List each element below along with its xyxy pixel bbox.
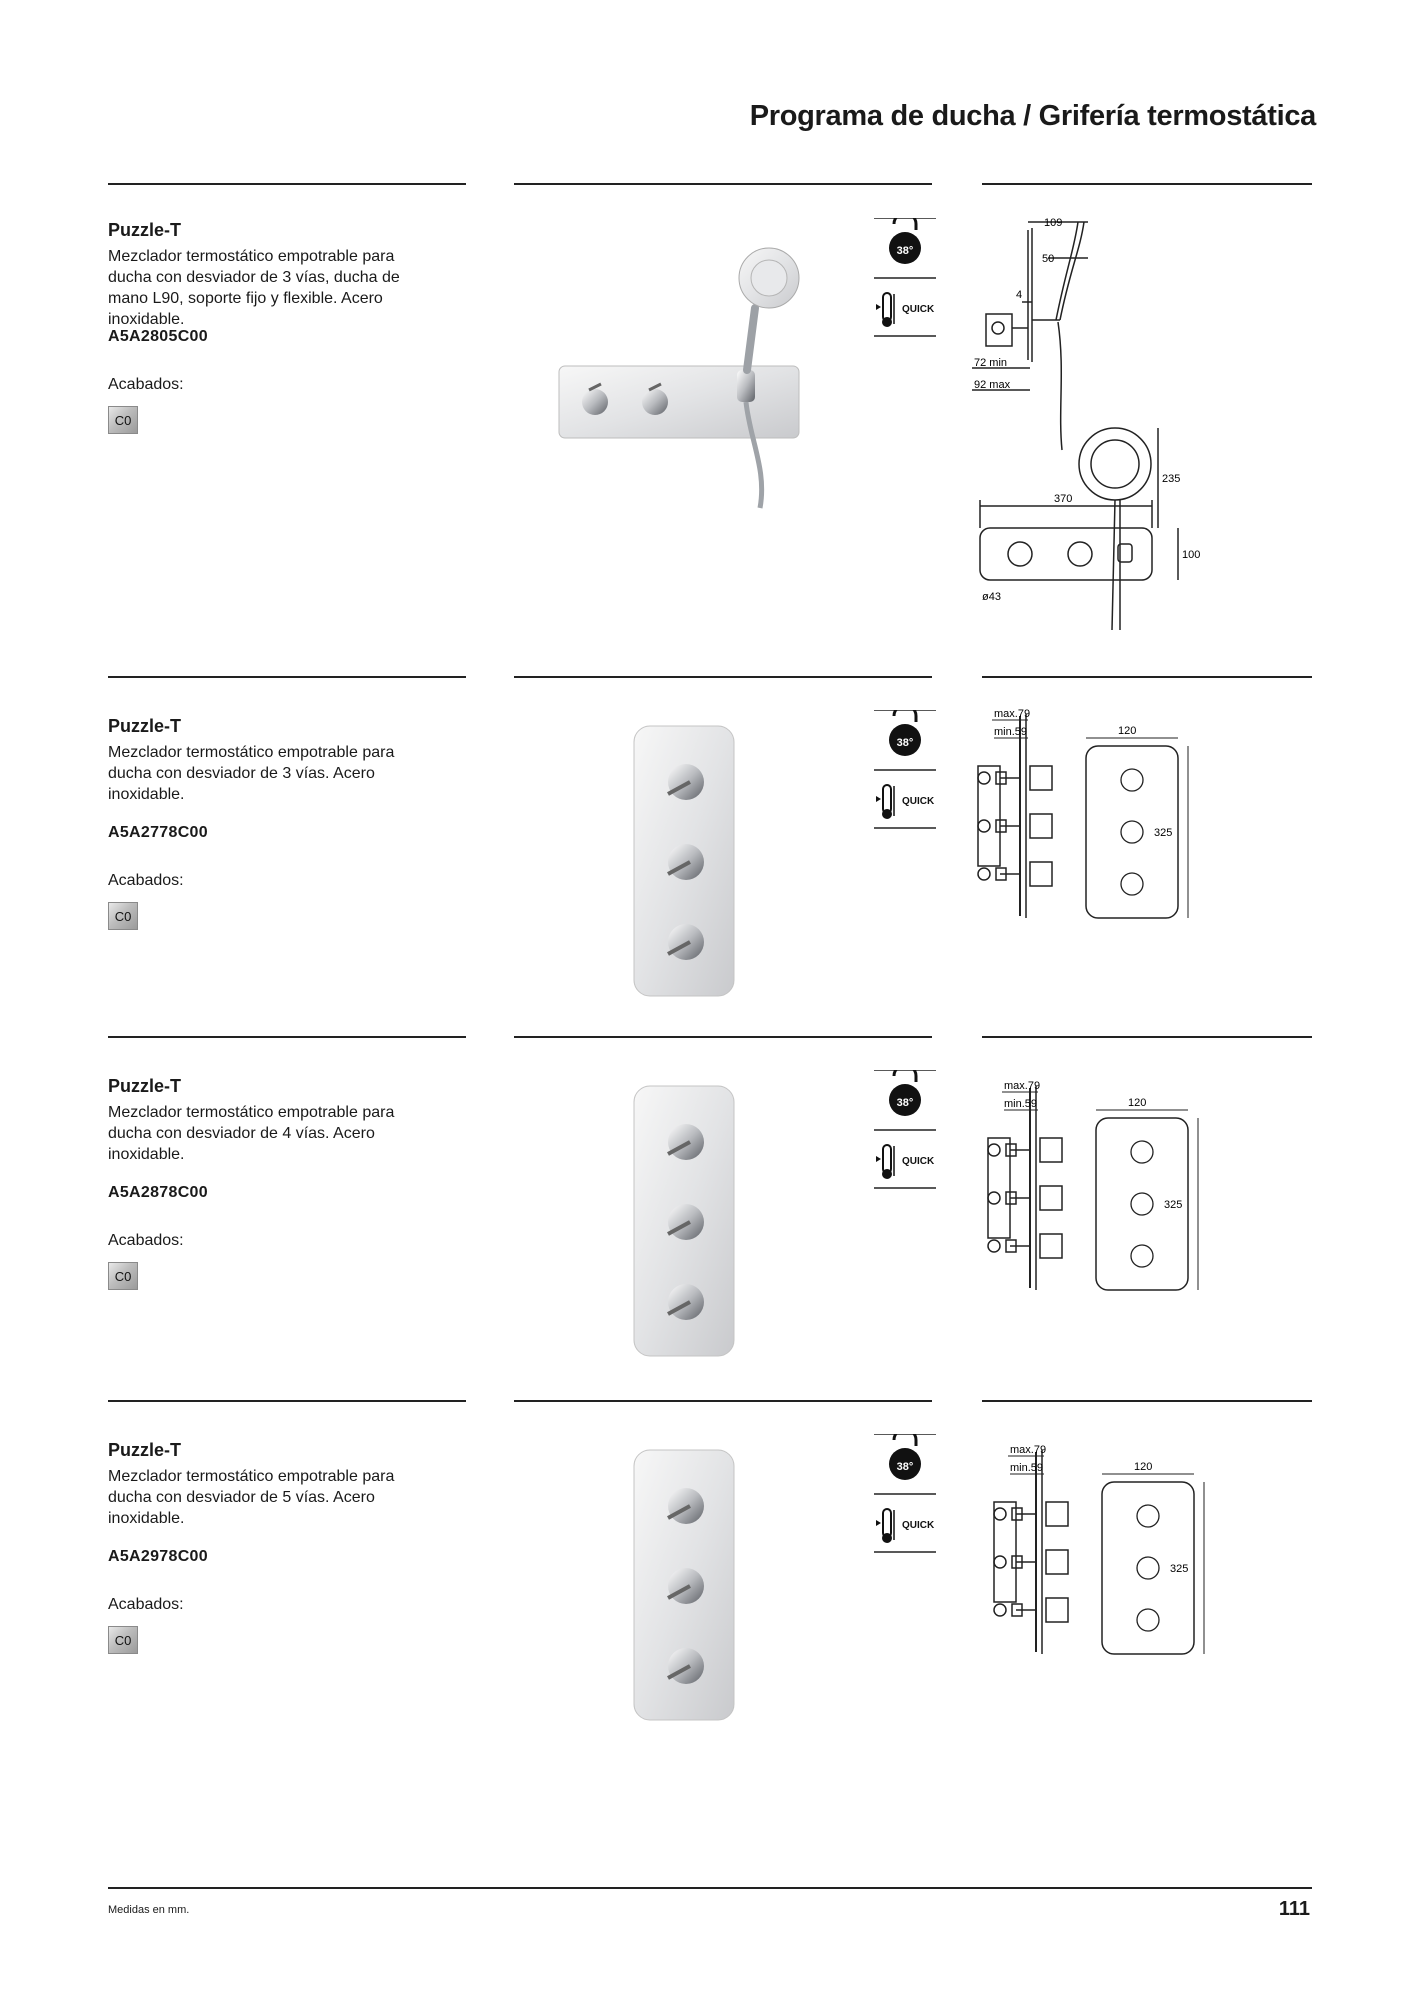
feature-badges <box>874 1434 936 1559</box>
product-block-3 <box>0 1036 1414 1396</box>
finish-swatch-c0[interactable]: C0 <box>108 1626 138 1654</box>
finish-swatch-c0[interactable]: C0 <box>108 1262 138 1290</box>
quick-label: QUICK <box>902 1156 935 1167</box>
dim-43: ø43 <box>982 591 1001 603</box>
thermostat-38-icon <box>889 1070 921 1116</box>
finishes-label: Acabados: <box>108 376 184 393</box>
finishes-label: Acabados: <box>108 1596 184 1613</box>
dim-max-79: max.79 <box>994 708 1031 720</box>
dim-370: 370 <box>1054 493 1073 505</box>
product-photo-mixer <box>630 1446 740 1726</box>
product-name: Puzzle-T <box>108 716 182 736</box>
dim-max-79: max.79 <box>1010 1444 1047 1456</box>
product-block-1 <box>0 180 1414 603</box>
product-photo-mixer <box>630 1082 740 1362</box>
product-code: A5A2878C00 <box>108 1184 208 1201</box>
dim-4: 4 <box>1016 289 1023 301</box>
product-block-4 <box>0 1400 1414 1760</box>
finish-swatch-c0[interactable]: C0 <box>108 902 138 930</box>
thermostat-38-icon <box>889 218 921 264</box>
quick-thermometer-icon <box>876 1509 894 1543</box>
dim-min-59: min.59 <box>1010 1462 1044 1474</box>
dim-50: 50 <box>1042 253 1055 265</box>
dim-100: 100 <box>1182 549 1201 561</box>
product-code: A5A2778C00 <box>108 824 208 841</box>
dim-72-min: 72 min <box>974 357 1008 369</box>
product-block-2 <box>0 676 1414 1036</box>
finishes-label: Acabados: <box>108 872 184 889</box>
dim-92-max: 92 max <box>974 379 1011 391</box>
thermostat-38-icon <box>889 1434 921 1480</box>
feature-badges <box>874 218 936 343</box>
feature-badges <box>874 710 936 835</box>
product-name: Puzzle-T <box>108 1440 182 1460</box>
dim-min-59: min.59 <box>1004 1098 1038 1110</box>
temp-38-label: 38° <box>896 1097 914 1109</box>
page-number: 111 <box>1278 1898 1310 1920</box>
feature-badges <box>874 1070 936 1195</box>
footer-rule <box>108 1887 1312 1889</box>
dim-max-79: max.79 <box>1004 1080 1041 1092</box>
product-name: Puzzle-T <box>108 220 182 240</box>
technical-drawing <box>978 1078 1208 1318</box>
dim-109: 109 <box>1044 217 1063 229</box>
product-description: Mezclador termostático empotrable para ducha con desviador de 3 vías. Acero inoxidable. <box>108 744 395 803</box>
product-description: Mezclador termostático empotrable para ducha con desviador de 4 vías. Acero inoxidable. <box>108 1104 395 1163</box>
quick-thermometer-icon <box>876 1145 894 1179</box>
temp-38-label: 38° <box>896 1461 914 1473</box>
dim-325: 325 <box>1164 1199 1183 1211</box>
product-description: Mezclador termostático empotrable para ducha con desviador de 5 vías. Acero inoxidable. <box>108 1468 395 1527</box>
thermostat-38-icon <box>889 710 921 756</box>
dim-325: 325 <box>1154 827 1173 839</box>
dim-120: 120 <box>1118 725 1137 737</box>
finishes-label: Acabados: <box>108 1232 184 1249</box>
dim-235: 235 <box>1162 473 1181 485</box>
product-code: A5A2978C00 <box>108 1548 208 1565</box>
product-code: A5A2805C00 <box>108 328 208 345</box>
quick-label: QUICK <box>902 796 935 807</box>
finish-swatch-c0[interactable]: C0 <box>108 406 138 434</box>
dim-min-59: min.59 <box>994 726 1028 738</box>
quick-thermometer-icon <box>876 785 894 819</box>
product-name: Puzzle-T <box>108 1076 182 1096</box>
dim-325: 325 <box>1170 1563 1189 1575</box>
temp-38-label: 38° <box>896 245 914 257</box>
product-description: Mezclador termostático empotrable para ducha con desviador de 3 vías, ducha de mano L90, soporte fijo y flexible. Acero inoxidable. <box>108 248 400 328</box>
product-photo-mixer <box>630 722 740 1002</box>
quick-thermometer-icon <box>876 293 894 327</box>
dim-120: 120 <box>1134 1461 1153 1473</box>
product-photo-handshower-kit <box>555 240 815 510</box>
quick-label: QUICK <box>902 1520 935 1531</box>
technical-drawing <box>968 706 1198 946</box>
technical-drawing <box>970 210 1220 650</box>
dim-120: 120 <box>1128 1097 1147 1109</box>
temp-38-label: 38° <box>896 737 914 749</box>
footnote: Medidas en mm. <box>108 1904 190 1916</box>
technical-drawing <box>984 1442 1214 1682</box>
page-title: Programa de ducha / Grifería termostática <box>749 100 1316 132</box>
quick-label: QUICK <box>902 304 935 315</box>
